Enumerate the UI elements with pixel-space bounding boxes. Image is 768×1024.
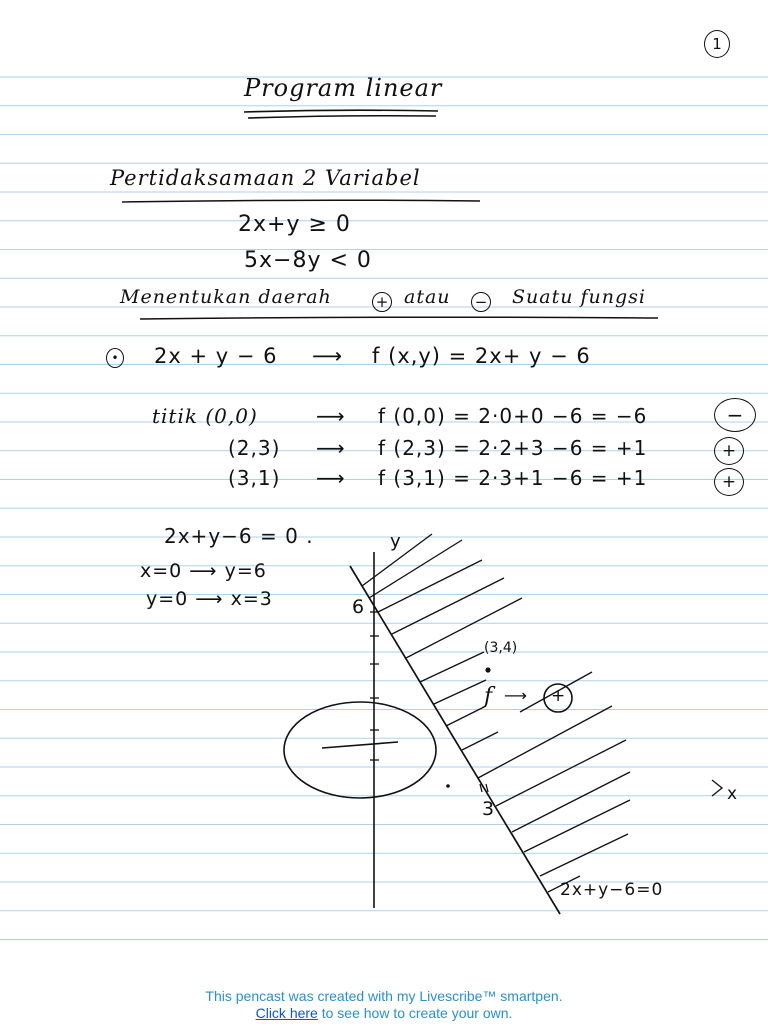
subsection-heading-part3: Suatu fungsi [512, 286, 646, 308]
subsection-heading-part2: atau [404, 286, 451, 308]
test-point-evaluation: f (0,0) = 2·0+0 −6 = −6 [378, 404, 648, 428]
hatch-line [462, 732, 498, 750]
stray-dot [446, 784, 450, 788]
page-title: Program linear [244, 74, 443, 102]
hatch-line [446, 706, 486, 726]
example-inequality-2: 5x−8y < 0 [244, 248, 372, 273]
subsection-heading-part1: Menentukan daerah [120, 286, 332, 308]
test-point-evaluation: f (2,3) = 2·2+3 −6 = +1 [378, 436, 648, 460]
footer-line-1: This pencast was created with my Livescribe™ smartpen. [205, 988, 563, 1004]
intercept-line: x=0 ⟶ y=6 [140, 560, 267, 582]
footer-line-2 [0, 1005, 768, 1022]
test-point-arrow: ⟶ [316, 466, 346, 490]
hatch-line [434, 680, 486, 704]
section-heading: Pertidaksamaan 2 Variabel [110, 166, 421, 190]
x-intercept-label: 3 [482, 798, 496, 820]
hatched-region [362, 534, 630, 892]
y-axis-label: y [390, 531, 402, 552]
region-arrow: ⟶ [504, 686, 528, 705]
hatch-line [540, 834, 628, 876]
problem-expression: 2x + y − 6 [154, 344, 278, 368]
test-point-arrow: ⟶ [316, 404, 346, 428]
intercept-line: y=0 ⟶ x=3 [146, 588, 273, 610]
plus-sign: + [375, 293, 389, 311]
negative-region-sign [346, 728, 362, 749]
negative-region-ellipse [284, 702, 436, 798]
hatch-line [369, 540, 462, 598]
hatch-line [378, 560, 482, 612]
problem-arrow: ⟶ [312, 344, 344, 368]
test-point-label: (2,3) [228, 436, 281, 460]
footer-line-2-text: to see how to create your own. [317, 1005, 513, 1021]
minus-sign: − [474, 293, 488, 311]
test-point-sign: + [721, 472, 737, 492]
boundary-equation: 2x+y−6 = 0 . [164, 524, 314, 548]
x-axis-label-text: x [727, 784, 739, 804]
hatch-line [392, 578, 504, 634]
test-point-sign: + [721, 441, 737, 461]
hatch-line [524, 800, 630, 852]
problem-function: f (x,y) = 2x+ y − 6 [372, 344, 591, 368]
region-sign: + [551, 686, 566, 706]
click-here-link[interactable]: Click here [255, 1005, 318, 1021]
hatch-line [420, 652, 484, 682]
point-label: (3,4) [484, 640, 518, 656]
example-inequality-1: 2x+y ≥ 0 [238, 212, 351, 237]
test-point-arrow: ⟶ [316, 436, 346, 460]
region-label: f [484, 684, 494, 709]
hatch-line [478, 706, 612, 778]
boundary-line [350, 566, 560, 914]
boundary-line-label: 2x+y−6=0 [560, 880, 664, 900]
test-point-dot [485, 667, 490, 672]
bullet-dot: • [111, 351, 119, 365]
test-point-label: (3,1) [228, 466, 281, 490]
hatch-line [512, 772, 630, 832]
hatch-line [496, 740, 626, 806]
test-point-sign: − [726, 403, 744, 427]
y-intercept-label: 6 [352, 596, 366, 618]
test-point-label: titik (0,0) [152, 404, 258, 428]
test-point-evaluation: f (3,1) = 2·3+1 −6 = +1 [378, 466, 648, 490]
page-number: 1 [712, 35, 722, 53]
pencast-footer [0, 988, 768, 1022]
